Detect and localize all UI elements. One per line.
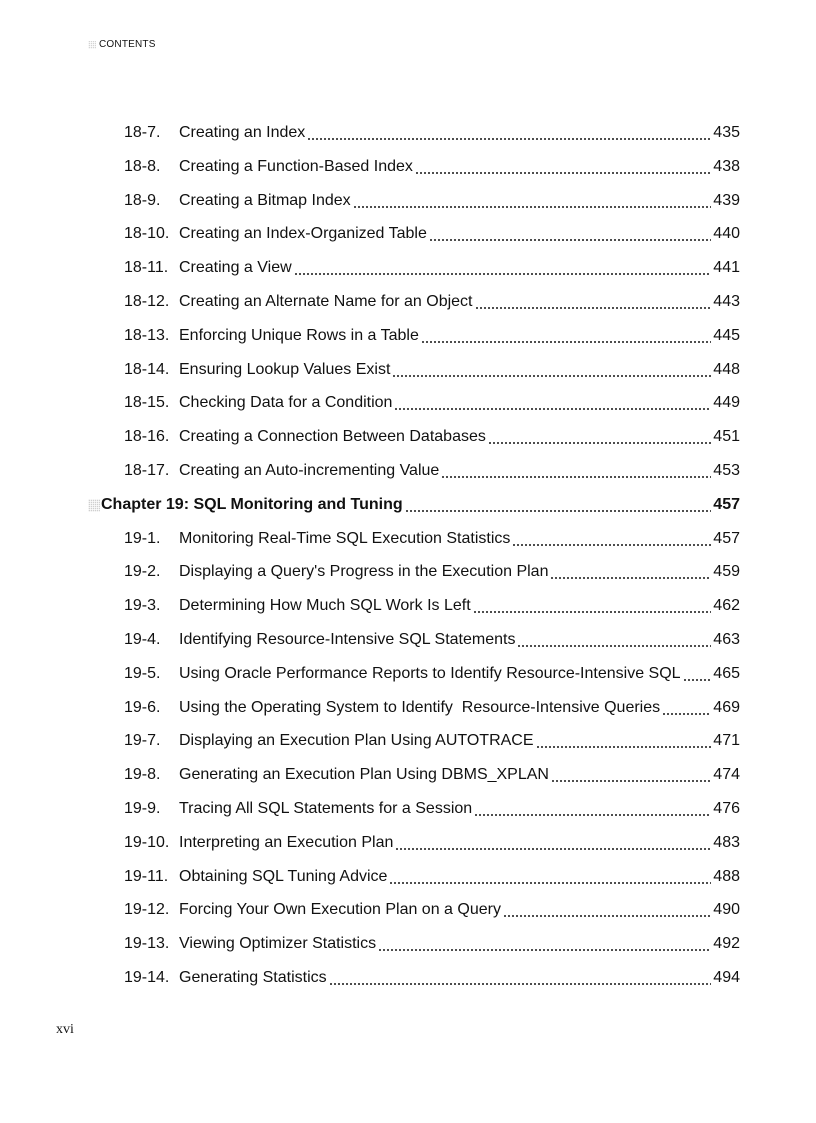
entry-title: Creating an Alternate Name for an Object (179, 293, 473, 310)
entry-number: 19-11. (124, 868, 169, 885)
dot-leader (536, 746, 712, 748)
entry-number: 19-3. (124, 597, 161, 614)
toc-entry[interactable] (124, 691, 740, 725)
dot-leader (475, 307, 712, 309)
entry-title: Viewing Optimizer Statistics (179, 935, 377, 952)
dot-leader (395, 848, 711, 850)
toc-entry[interactable] (124, 285, 740, 319)
entry-page: 448 (713, 361, 740, 378)
entry-page: 443 (713, 293, 740, 310)
entry-page: 449 (713, 394, 740, 411)
entry-title: Displaying a Query's Progress in the Execution Plan (179, 563, 549, 580)
dot-leader (307, 138, 711, 140)
entry-page: 471 (713, 732, 740, 749)
entry-number: 19-1. (124, 530, 161, 547)
entry-number: 19-9. (124, 800, 161, 817)
toc-entry[interactable] (124, 522, 740, 556)
entry-title: Tracing All SQL Statements for a Session (179, 800, 473, 817)
entry-page: 465 (713, 665, 740, 682)
entry-page: 490 (713, 901, 740, 918)
toc-entry[interactable] (124, 623, 740, 657)
entry-title: Determining How Much SQL Work Is Left (179, 597, 471, 614)
entry-page: 463 (713, 631, 740, 648)
dot-leader (421, 341, 711, 343)
entry-page: 453 (713, 462, 740, 479)
entry-title: Generating Statistics (179, 969, 327, 986)
entry-title: Interpreting an Execution Plan (179, 834, 394, 851)
entry-title: Forcing Your Own Execution Plan on a Query (179, 901, 501, 918)
toc-entry[interactable] (124, 826, 740, 860)
dot-leader (378, 949, 711, 951)
entry-title: Creating an Index-Organized Table (179, 225, 427, 242)
toc-entry[interactable] (124, 217, 740, 251)
dot-leader (394, 408, 711, 410)
toc-entry[interactable] (124, 420, 740, 454)
entry-title: Identifying Resource-Intensive SQL Statements (179, 631, 516, 648)
entry-number: 19-2. (124, 563, 161, 580)
dot-leader (551, 780, 711, 782)
dot-leader (415, 172, 711, 174)
toc-entry[interactable] (124, 555, 740, 589)
entry-page: 457 (713, 530, 740, 547)
toc-entry[interactable] (124, 353, 740, 387)
entry-title: Creating a Bitmap Index (179, 192, 351, 209)
entry-title: Creating an Index (179, 124, 306, 141)
dot-leader (474, 814, 711, 816)
entry-page: 492 (713, 935, 740, 952)
chapter-page: 457 (713, 496, 740, 513)
entry-number: 18-7. (124, 124, 161, 141)
toc-entry[interactable] (124, 961, 740, 995)
entry-page: 459 (713, 563, 740, 580)
entry-number: 18-11. (124, 259, 169, 276)
dot-leader (512, 544, 711, 546)
entry-number: 18-9. (124, 192, 161, 209)
toc-entry[interactable] (124, 150, 740, 184)
entry-number: 19-14. (124, 969, 170, 986)
entry-page: 441 (713, 259, 740, 276)
entry-page: 483 (713, 834, 740, 851)
toc-chapter-heading[interactable] (88, 488, 740, 522)
entry-title: Generating an Execution Plan Using DBMS_XPLAN (179, 766, 549, 783)
entry-number: 18-10. (124, 225, 170, 242)
dot-leader (429, 239, 711, 241)
toc-entry[interactable] (124, 589, 740, 623)
entry-number: 19-10. (124, 834, 170, 851)
entry-title: Creating a View (179, 259, 292, 276)
toc-entry[interactable] (124, 860, 740, 894)
entry-title: Checking Data for a Condition (179, 394, 393, 411)
dot-leader (473, 611, 712, 613)
entry-page: 438 (713, 158, 740, 175)
entry-number: 18-16. (124, 428, 170, 445)
toc-entry[interactable] (124, 893, 740, 927)
dot-leader (517, 645, 711, 647)
entry-page: 494 (713, 969, 740, 986)
chapter-title: Chapter 19: SQL Monitoring and Tuning (101, 496, 403, 513)
entry-page: 462 (713, 597, 740, 614)
entry-number: 18-8. (124, 158, 161, 175)
dot-leader (329, 983, 712, 985)
entry-number: 18-12. (124, 293, 170, 310)
toc-entry[interactable] (124, 184, 740, 218)
entry-number: 18-14. (124, 361, 170, 378)
entry-number: 18-17. (124, 462, 170, 479)
dot-leader (405, 510, 712, 512)
entry-number: 19-8. (124, 766, 161, 783)
toc-entry[interactable] (124, 724, 740, 758)
entry-title: Enforcing Unique Rows in a Table (179, 327, 419, 344)
dot-leader (662, 713, 711, 715)
dot-leader (392, 375, 711, 377)
entry-title: Creating an Auto-incrementing Value (179, 462, 440, 479)
toc-entry[interactable] (124, 386, 740, 420)
entry-title: Obtaining SQL Tuning Advice (179, 868, 388, 885)
toc-entry[interactable] (124, 657, 740, 691)
entry-title: Creating a Function-Based Index (179, 158, 413, 175)
page-folio: xvi (56, 1022, 74, 1037)
dot-leader (294, 273, 712, 275)
entry-title: Ensuring Lookup Values Exist (179, 361, 391, 378)
toc-entry[interactable] (124, 792, 740, 826)
entry-title: Creating a Connection Between Databases (179, 428, 486, 445)
entry-title: Displaying an Execution Plan Using AUTOTRACE (179, 732, 534, 749)
dot-leader (488, 442, 711, 444)
toc-entry[interactable] (124, 319, 740, 353)
entry-page: 435 (713, 124, 740, 141)
toc-entry[interactable] (124, 927, 740, 961)
entry-page: 440 (713, 225, 740, 242)
entry-title: Using the Operating System to Identify Resource-Intensive Queries (179, 699, 661, 716)
entry-number: 19-7. (124, 732, 161, 749)
entry-title: Using Oracle Performance Reports to Identify Resource-Intensive SQL (179, 665, 681, 682)
dot-leader (683, 679, 712, 681)
entry-number: 19-5. (124, 665, 161, 682)
entry-number: 18-13. (124, 327, 170, 344)
entry-page: 476 (713, 800, 740, 817)
square-bullet-icon (88, 499, 100, 512)
entry-page: 488 (713, 868, 740, 885)
entry-number: 19-13. (124, 935, 170, 952)
running-head (88, 39, 156, 50)
entry-number: 19-12. (124, 901, 170, 918)
square-bullet-icon (88, 41, 96, 49)
entry-page: 451 (713, 428, 740, 445)
running-head-label: CONTENTS (99, 39, 156, 50)
dot-leader (353, 206, 712, 208)
dot-leader (550, 577, 711, 579)
dot-leader (389, 882, 711, 884)
entry-page: 445 (713, 327, 740, 344)
toc-entry[interactable] (124, 454, 740, 488)
entry-title: Monitoring Real-Time SQL Execution Statistics (179, 530, 511, 547)
entry-page: 439 (713, 192, 740, 209)
toc-entry[interactable] (124, 251, 740, 285)
entry-page: 469 (713, 699, 740, 716)
entry-number: 18-15. (124, 394, 170, 411)
entry-number: 19-4. (124, 631, 161, 648)
entry-page: 474 (713, 766, 740, 783)
dot-leader (441, 476, 711, 478)
entry-number: 19-6. (124, 699, 161, 716)
toc-entry[interactable] (124, 758, 740, 792)
dot-leader (503, 915, 711, 917)
toc-entry[interactable] (124, 116, 740, 150)
